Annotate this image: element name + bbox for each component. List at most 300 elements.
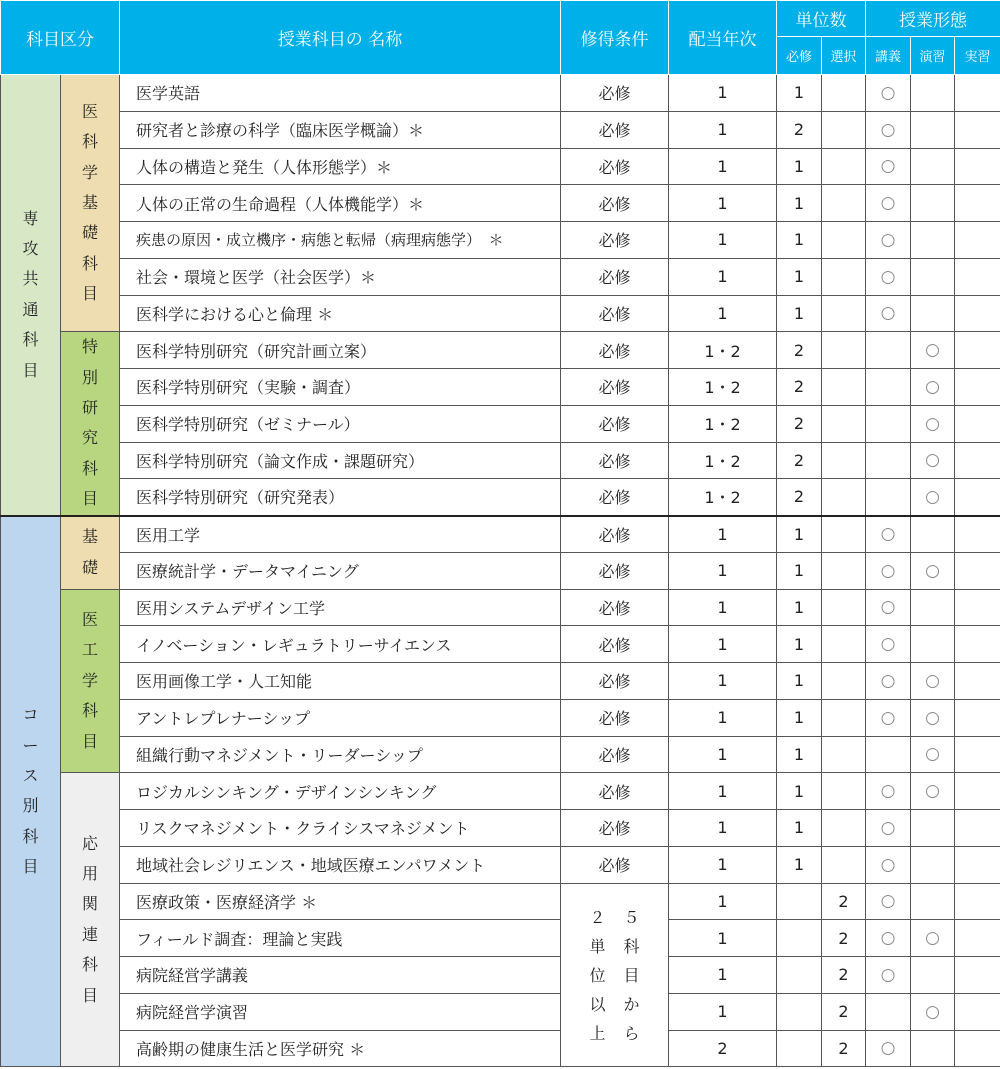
exercise-mark: ○ <box>911 663 955 700</box>
subgroup-applied-char: 関 <box>81 894 98 914</box>
table-row <box>1 552 1000 589</box>
requirement-cell: 必修 <box>561 442 669 479</box>
lecture-mark <box>866 332 911 369</box>
exercise-mark <box>911 222 955 259</box>
units-elective-cell: 2 <box>822 957 866 994</box>
subject-name: 医用工学 <box>120 516 561 553</box>
year-cell: 1 <box>669 993 777 1030</box>
lecture-mark: ○ <box>866 920 911 957</box>
subject-name: 医科学における心と倫理 ＊ <box>120 295 561 332</box>
units-elective-cell: 2 <box>822 920 866 957</box>
elective-note-char: 単 <box>589 937 606 957</box>
practice-mark <box>955 773 1000 810</box>
table-row <box>1 589 1000 626</box>
table-row <box>1 883 1000 920</box>
group-common-char: 科 <box>22 330 39 350</box>
subgroup-applied-char: 連 <box>81 924 98 944</box>
exercise-mark: ○ <box>911 332 955 369</box>
exercise-mark <box>911 626 955 663</box>
group-common-char: 共 <box>22 269 39 289</box>
requirement-cell: 必修 <box>561 295 669 332</box>
year-cell: 1 <box>669 810 777 847</box>
subgroup-special_research-char: 特 <box>81 337 98 357</box>
table-row <box>1 1030 1000 1067</box>
units-elective-cell <box>822 846 866 883</box>
subgroup-medical_engineering-char: 科 <box>81 701 98 721</box>
table-row <box>1 479 1000 516</box>
units-elective-cell <box>822 369 866 406</box>
year-cell: 1 <box>669 846 777 883</box>
subgroup-foundation <box>61 516 120 590</box>
elective-note-char: 目 <box>623 966 640 986</box>
requirement-cell: 必修 <box>561 185 669 222</box>
lecture-mark: ○ <box>866 1030 911 1067</box>
exercise-mark: ○ <box>911 993 955 1030</box>
header-requirement: 修得条件 <box>561 1 669 75</box>
subject-name: 研究者と診療の科学（臨床医学概論）＊ <box>120 111 561 148</box>
group-course-char: 目 <box>22 857 39 877</box>
table-row <box>1 699 1000 736</box>
subgroup-foundation-char: 礎 <box>81 557 98 577</box>
units-elective-cell <box>822 222 866 259</box>
table-row <box>1 405 1000 442</box>
exercise-mark: ○ <box>911 369 955 406</box>
year-cell: 1 <box>669 295 777 332</box>
units-required-cell: 1 <box>777 663 822 700</box>
practice-mark <box>955 1030 1000 1067</box>
table-row <box>1 516 1000 553</box>
year-cell: 1 <box>669 663 777 700</box>
practice-mark <box>955 295 1000 332</box>
table-row <box>1 810 1000 847</box>
table-row <box>1 75 1000 112</box>
subgroup-basic_medical-char: 科 <box>81 132 98 152</box>
table-row <box>1 442 1000 479</box>
table-row <box>1 258 1000 295</box>
year-cell: 1 <box>669 516 777 553</box>
year-cell: 1・2 <box>669 442 777 479</box>
year-cell: 1 <box>669 222 777 259</box>
subject-name: 人体の構造と発生（人体形態学）＊ <box>120 148 561 185</box>
subject-name: フィールド調査：理論と実践 <box>120 920 561 957</box>
requirement-cell: 必修 <box>561 626 669 663</box>
exercise-mark <box>911 516 955 553</box>
subject-name: 医科学特別研究（ゼミナール） <box>120 405 561 442</box>
subject-name: 地域社会レジリエンス・地域医療エンパワメント <box>120 846 561 883</box>
units-required-cell: 1 <box>777 185 822 222</box>
header-year: 配当年次 <box>669 1 777 75</box>
units-required-cell: 1 <box>777 589 822 626</box>
requirement-cell: 必修 <box>561 111 669 148</box>
year-cell: 1・2 <box>669 369 777 406</box>
exercise-mark: ○ <box>911 552 955 589</box>
subgroup-special_research-char: 別 <box>81 367 98 387</box>
units-required-cell: 1 <box>777 516 822 553</box>
subject-name: 人体の正常の生命過程（人体機能学）＊ <box>120 185 561 222</box>
subject-name: 医療統計学・データマイニング <box>120 552 561 589</box>
header-units-required: 必修 <box>777 37 822 75</box>
requirement-cell: 必修 <box>561 479 669 516</box>
exercise-mark <box>911 883 955 920</box>
units-elective-cell <box>822 736 866 773</box>
exercise-mark: ○ <box>911 405 955 442</box>
subgroup-medical_engineering-char: 工 <box>81 640 98 660</box>
units-required-cell: 2 <box>777 479 822 516</box>
units-required-cell: 1 <box>777 846 822 883</box>
units-elective-cell <box>822 773 866 810</box>
requirement-cell: 必修 <box>561 846 669 883</box>
lecture-mark: ○ <box>866 295 911 332</box>
lecture-mark: ○ <box>866 75 911 112</box>
requirement-cell: 必修 <box>561 332 669 369</box>
requirement-cell: 必修 <box>561 369 669 406</box>
group-course-char: ス <box>22 766 39 786</box>
lecture-mark <box>866 442 911 479</box>
year-cell: 1 <box>669 957 777 994</box>
practice-mark <box>955 516 1000 553</box>
lecture-mark <box>866 993 911 1030</box>
group-course-char: 科 <box>22 826 39 846</box>
units-elective-cell <box>822 479 866 516</box>
elective-note-char: ５ <box>623 908 640 928</box>
units-elective-cell <box>822 626 866 663</box>
units-required-cell: 2 <box>777 111 822 148</box>
units-elective-cell <box>822 589 866 626</box>
year-cell: 1 <box>669 185 777 222</box>
table-row <box>1 222 1000 259</box>
requirement-cell: 必修 <box>561 663 669 700</box>
year-cell: 1 <box>669 148 777 185</box>
lecture-mark: ○ <box>866 699 911 736</box>
year-cell: 1 <box>669 773 777 810</box>
subject-name: 病院経営学講義 <box>120 957 561 994</box>
lecture-mark <box>866 479 911 516</box>
table-row <box>1 111 1000 148</box>
practice-mark <box>955 405 1000 442</box>
year-cell: 1 <box>669 920 777 957</box>
subgroup-medical_engineering-char: 目 <box>81 731 98 751</box>
units-required-cell: 2 <box>777 332 822 369</box>
exercise-mark <box>911 258 955 295</box>
practice-mark <box>955 920 1000 957</box>
exercise-mark: ○ <box>911 699 955 736</box>
lecture-mark <box>866 405 911 442</box>
lecture-mark: ○ <box>866 626 911 663</box>
elective-note-char: 位 <box>589 966 606 986</box>
table-row <box>1 148 1000 185</box>
practice-mark <box>955 185 1000 222</box>
table-row <box>1 957 1000 994</box>
year-cell: 1 <box>669 75 777 112</box>
header-category: 科目区分 <box>1 1 120 75</box>
units-elective-cell <box>822 75 866 112</box>
subgroup-basic_medical-char: 目 <box>81 284 98 304</box>
table-row <box>1 295 1000 332</box>
subgroup-applied-char: 目 <box>81 985 98 1005</box>
requirement-cell: 必修 <box>561 810 669 847</box>
subject-name: リスクマネジメント・クライシスマネジメント <box>120 810 561 847</box>
subgroup-basic_medical-char: 礎 <box>81 223 98 243</box>
subgroup-basic_medical-char: 学 <box>81 162 98 182</box>
table-row <box>1 185 1000 222</box>
header-form-practice: 実習 <box>955 37 1000 75</box>
subgroup-basic_medical-char: 基 <box>81 192 98 212</box>
table-row <box>1 332 1000 369</box>
subgroup-applied-char: 用 <box>81 864 98 884</box>
subject-name: 組織行動マネジメント・リーダーシップ <box>120 736 561 773</box>
group-course-char: コ <box>22 705 39 725</box>
units-required-cell <box>777 957 822 994</box>
header-form: 授業形態 <box>866 1 1000 37</box>
units-elective-cell <box>822 552 866 589</box>
exercise-mark: ○ <box>911 920 955 957</box>
units-required-cell: 1 <box>777 295 822 332</box>
practice-mark <box>955 883 1000 920</box>
subject-name: 医用画像工学・人工知能 <box>120 663 561 700</box>
elective-note-char: ２ <box>589 908 606 928</box>
subgroup-basic_medical-char: 科 <box>81 253 98 273</box>
practice-mark <box>955 442 1000 479</box>
year-cell: 1・2 <box>669 332 777 369</box>
exercise-mark <box>911 1030 955 1067</box>
table-row <box>1 663 1000 700</box>
units-required-cell: 2 <box>777 405 822 442</box>
table-row <box>1 846 1000 883</box>
units-required-cell: 1 <box>777 222 822 259</box>
subject-name: 高齢期の健康生活と医学研究 ＊ <box>120 1030 561 1067</box>
subgroup-medical_engineering-char: 学 <box>81 670 98 690</box>
lecture-mark: ○ <box>866 185 911 222</box>
subgroup-special_research-char: 科 <box>81 458 98 478</box>
lecture-mark: ○ <box>866 589 911 626</box>
lecture-mark: ○ <box>866 552 911 589</box>
group-common-char: 専 <box>22 208 39 228</box>
units-required-cell: 1 <box>777 75 822 112</box>
subject-name: 社会・環境と医学（社会医学）＊ <box>120 258 561 295</box>
lecture-mark: ○ <box>866 516 911 553</box>
table-body <box>1 75 1000 1067</box>
year-cell: 2 <box>669 1030 777 1067</box>
units-elective-cell: 2 <box>822 993 866 1030</box>
practice-mark <box>955 957 1000 994</box>
units-required-cell <box>777 993 822 1030</box>
lecture-mark: ○ <box>866 957 911 994</box>
year-cell: 1 <box>669 699 777 736</box>
subject-name: 医科学特別研究（実験・調査） <box>120 369 561 406</box>
practice-mark <box>955 258 1000 295</box>
exercise-mark <box>911 75 955 112</box>
requirement-cell: 必修 <box>561 148 669 185</box>
subject-name: 医科学特別研究（研究計画立案） <box>120 332 561 369</box>
practice-mark <box>955 552 1000 589</box>
requirement-cell: 必修 <box>561 699 669 736</box>
elective-note-char: 以 <box>589 995 606 1015</box>
units-required-cell: 1 <box>777 626 822 663</box>
lecture-mark: ○ <box>866 222 911 259</box>
units-elective-cell <box>822 516 866 553</box>
subgroup-foundation-char: 基 <box>81 527 98 547</box>
table-row <box>1 369 1000 406</box>
elective-note-char: 科 <box>623 937 640 957</box>
practice-mark <box>955 846 1000 883</box>
units-required-cell <box>777 883 822 920</box>
exercise-mark <box>911 295 955 332</box>
elective-note-char: 上 <box>589 1024 606 1044</box>
exercise-mark: ○ <box>911 442 955 479</box>
units-required-cell: 2 <box>777 369 822 406</box>
group-common-char: 目 <box>22 360 39 380</box>
requirement-cell: 必修 <box>561 222 669 259</box>
year-cell: 1 <box>669 258 777 295</box>
subject-name: 医科学特別研究（研究発表） <box>120 479 561 516</box>
header-units-elective: 選択 <box>822 37 866 75</box>
units-required-cell <box>777 1030 822 1067</box>
year-cell: 1 <box>669 626 777 663</box>
exercise-mark: ○ <box>911 479 955 516</box>
practice-mark <box>955 75 1000 112</box>
units-required-cell: 1 <box>777 699 822 736</box>
practice-mark <box>955 699 1000 736</box>
exercise-mark <box>911 810 955 847</box>
year-cell: 1・2 <box>669 405 777 442</box>
year-cell: 1 <box>669 552 777 589</box>
practice-mark <box>955 332 1000 369</box>
requirement-cell: 必修 <box>561 75 669 112</box>
units-elective-cell <box>822 810 866 847</box>
units-required-cell: 1 <box>777 552 822 589</box>
subgroup-special_research-char: 研 <box>81 398 98 418</box>
group-common <box>1 75 61 516</box>
practice-mark <box>955 369 1000 406</box>
table-header <box>1 1 1000 75</box>
subgroup-applied-char: 応 <box>81 833 98 853</box>
table-row <box>1 773 1000 810</box>
subgroup-medical_engineering-char: 医 <box>81 609 98 629</box>
units-required-cell: 1 <box>777 773 822 810</box>
table-row <box>1 920 1000 957</box>
lecture-mark: ○ <box>866 663 911 700</box>
practice-mark <box>955 810 1000 847</box>
subject-name: イノベーション・レギュラトリーサイエンス <box>120 626 561 663</box>
subject-name: 疾患の原因・成立機序・病態と転帰（病理病態学） ＊ <box>120 222 561 259</box>
lecture-mark: ○ <box>866 810 911 847</box>
units-elective-cell <box>822 405 866 442</box>
subject-name: 医療政策・医療経済学 ＊ <box>120 883 561 920</box>
group-common-char: 通 <box>22 299 39 319</box>
subgroup-special_research-char: 目 <box>81 489 98 509</box>
units-elective-cell <box>822 332 866 369</box>
header-form-lecture: 講義 <box>866 37 911 75</box>
lecture-mark: ○ <box>866 111 911 148</box>
units-required-cell: 1 <box>777 258 822 295</box>
table-row <box>1 626 1000 663</box>
practice-mark <box>955 222 1000 259</box>
subject-name: 医学英語 <box>120 75 561 112</box>
lecture-mark <box>866 369 911 406</box>
subgroup-applied <box>61 773 120 1067</box>
exercise-mark: ○ <box>911 736 955 773</box>
lecture-mark: ○ <box>866 148 911 185</box>
units-elective-cell <box>822 663 866 700</box>
group-common-char: 攻 <box>22 239 39 259</box>
subject-name: 病院経営学演習 <box>120 993 561 1030</box>
units-elective-cell: 2 <box>822 1030 866 1067</box>
header-subject-name: 授業科目の 名称 <box>120 1 561 75</box>
header-units: 単位数 <box>777 1 866 37</box>
practice-mark <box>955 111 1000 148</box>
year-cell: 1 <box>669 589 777 626</box>
subject-name: アントレプレナーシップ <box>120 699 561 736</box>
requirement-cell: 必修 <box>561 552 669 589</box>
practice-mark <box>955 663 1000 700</box>
lecture-mark: ○ <box>866 258 911 295</box>
lecture-mark <box>866 736 911 773</box>
table-row <box>1 736 1000 773</box>
exercise-mark <box>911 957 955 994</box>
units-elective-cell <box>822 148 866 185</box>
subgroup-applied-char: 科 <box>81 955 98 975</box>
requirement-cell: 必修 <box>561 773 669 810</box>
units-required-cell <box>777 920 822 957</box>
subject-name: ロジカルシンキング・デザインシンキング <box>120 773 561 810</box>
year-cell: 1 <box>669 883 777 920</box>
year-cell: 1 <box>669 111 777 148</box>
exercise-mark <box>911 185 955 222</box>
subgroup-special_research <box>61 332 120 516</box>
units-elective-cell <box>822 442 866 479</box>
units-elective-cell: 2 <box>822 883 866 920</box>
exercise-mark <box>911 111 955 148</box>
subgroup-medical_engineering <box>61 589 120 773</box>
requirement-cell: 必修 <box>561 736 669 773</box>
subgroup-basic_medical-char: 医 <box>81 101 98 121</box>
units-elective-cell <box>822 111 866 148</box>
exercise-mark: ○ <box>911 773 955 810</box>
lecture-mark: ○ <box>866 883 911 920</box>
practice-mark <box>955 589 1000 626</box>
group-course <box>1 516 61 1067</box>
practice-mark <box>955 626 1000 663</box>
lecture-mark: ○ <box>866 846 911 883</box>
exercise-mark <box>911 846 955 883</box>
units-elective-cell <box>822 295 866 332</box>
units-required-cell: 1 <box>777 736 822 773</box>
requirement-cell: 必修 <box>561 258 669 295</box>
group-course-char: 別 <box>22 796 39 816</box>
practice-mark <box>955 148 1000 185</box>
subgroup-basic_medical <box>61 75 120 332</box>
subgroup-special_research-char: 究 <box>81 428 98 448</box>
units-required-cell: 1 <box>777 148 822 185</box>
elective-note-char: か <box>623 995 640 1015</box>
elective-requirement-note <box>561 883 669 1067</box>
subject-name: 医科学特別研究（論文作成・課題研究） <box>120 442 561 479</box>
practice-mark <box>955 736 1000 773</box>
exercise-mark <box>911 589 955 626</box>
subject-name: 医用システムデザイン工学 <box>120 589 561 626</box>
year-cell: 1・2 <box>669 479 777 516</box>
practice-mark <box>955 993 1000 1030</box>
units-elective-cell <box>822 185 866 222</box>
units-required-cell: 2 <box>777 442 822 479</box>
exercise-mark <box>911 148 955 185</box>
units-required-cell: 1 <box>777 810 822 847</box>
lecture-mark: ○ <box>866 773 911 810</box>
units-elective-cell <box>822 699 866 736</box>
units-elective-cell <box>822 258 866 295</box>
requirement-cell: 必修 <box>561 405 669 442</box>
practice-mark <box>955 479 1000 516</box>
